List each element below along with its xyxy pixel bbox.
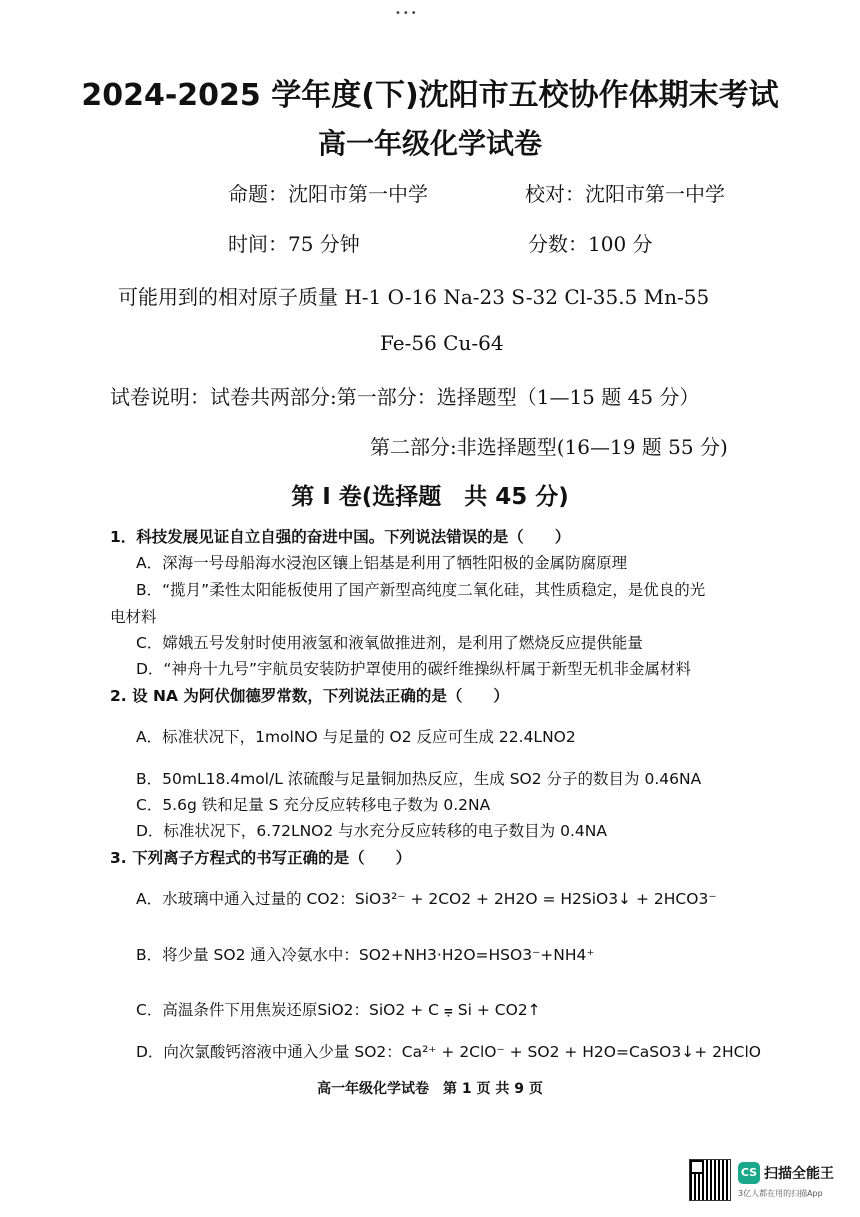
watermark-brand: 扫描全能王 <box>764 1166 834 1182</box>
camscanner-logo-icon: CS <box>738 1162 760 1184</box>
question-1-option-c: C．嫦娥五号发射时使用液氢和液氧做推进剂，是利用了燃烧反应提供能量 <box>136 634 643 652</box>
page-dots: ••• <box>395 8 419 19</box>
exam-title: 2024-2025 学年度(下)沈阳市五校协作体期末考试 <box>81 78 779 113</box>
atomic-mass-line-2: Fe-56 Cu-64 <box>380 331 504 355</box>
question-2-option-d: D．标准状况下，6.72LNO2 与水充分反应转移的电子数目为 0.4NA <box>136 822 607 840</box>
page-footer: 高一年级化学试卷 第 1 页 共 9 页 <box>317 1081 543 1097</box>
scanner-watermark <box>690 1160 850 1204</box>
question-2-option-a: A．标准状况下，1molNO 与足量的 O2 反应可生成 22.4LNO2 <box>136 728 576 746</box>
question-3-stem: 3. 下列离子方程式的书写正确的是（ ） <box>110 849 412 867</box>
exam-subtitle: 高一年级化学试卷 <box>317 127 542 160</box>
proofreader-line: 校对：沈阳市第一中学 <box>525 182 725 206</box>
section-title: 第 I 卷(选择题 共 45 分) <box>291 484 569 510</box>
time-line: 时间：75 分钟 <box>228 232 360 256</box>
question-2-option-b: B．50mL18.4mol/L 浓硫酸与足量铜加热反应，生成 SO2 分子的数目为 0.46NA <box>136 770 702 788</box>
question-3-option-d: D．向次氯酸钙溶液中通入少量 SO2：Ca²⁺ + 2ClO⁻ + SO2 + H2O=CaSO3↓+ 2HClO <box>136 1043 761 1061</box>
exam-notes-line-2: 第二部分:非选择题型(16—19 题 55 分) <box>370 435 728 459</box>
atomic-mass-line-1: 可能用到的相对原子质量 H-1 O-16 Na-23 S-32 Cl-35.5 Mn-55 <box>118 285 710 309</box>
qr-code-icon <box>690 1160 730 1200</box>
question-3-option-b: B．将少量 SO2 通入冷氨水中：SO2+NH3·H2O=HSO3⁻+NH4⁺ <box>136 946 595 964</box>
score-line: 分数：100 分 <box>528 232 653 256</box>
question-2-option-c: C．5.6g 铁和足量 S 充分反应转移电子数为 0.2NA <box>136 796 491 814</box>
author-line: 命题：沈阳市第一中学 <box>228 182 428 206</box>
question-3-option-a: A．水玻璃中通入过量的 CO2：SiO3²⁻ + 2CO2 + 2H2O = H2SiO3↓ + 2HCO3⁻ <box>136 890 717 908</box>
question-1-option-d: D．“神舟十九号”宇航员安装防护罩使用的碳纤维操纵杆属于新型无机非金属材料 <box>136 660 691 678</box>
watermark-slogan: 3亿人都在用的扫描App <box>738 1189 823 1198</box>
question-3-option-c: C．高温条件下用焦炭还原SiO2：SiO2 + C ⩦ Si + CO2↑ <box>136 1001 541 1019</box>
question-1-stem: 1．科技发展见证自立自强的奋进中国。下列说法错误的是（ ） <box>110 528 571 546</box>
question-1-option-b-cont: 电材料 <box>110 608 157 626</box>
question-2-stem: 2. 设 NA 为阿伏伽德罗常数，下列说法正确的是（ ） <box>110 687 509 705</box>
exam-notes-line-1: 试卷说明：试卷共两部分:第一部分：选择题型（1—15 题 45 分） <box>110 385 700 409</box>
question-1-option-b: B．“揽月”柔性太阳能板使用了国产新型高纯度二氧化硅，其性质稳定，是优良的光 <box>136 581 706 599</box>
question-1-option-a: A．深海一号母船海水浸泡区镶上铝基是利用了牺牲阳极的金属防腐原理 <box>136 554 628 572</box>
